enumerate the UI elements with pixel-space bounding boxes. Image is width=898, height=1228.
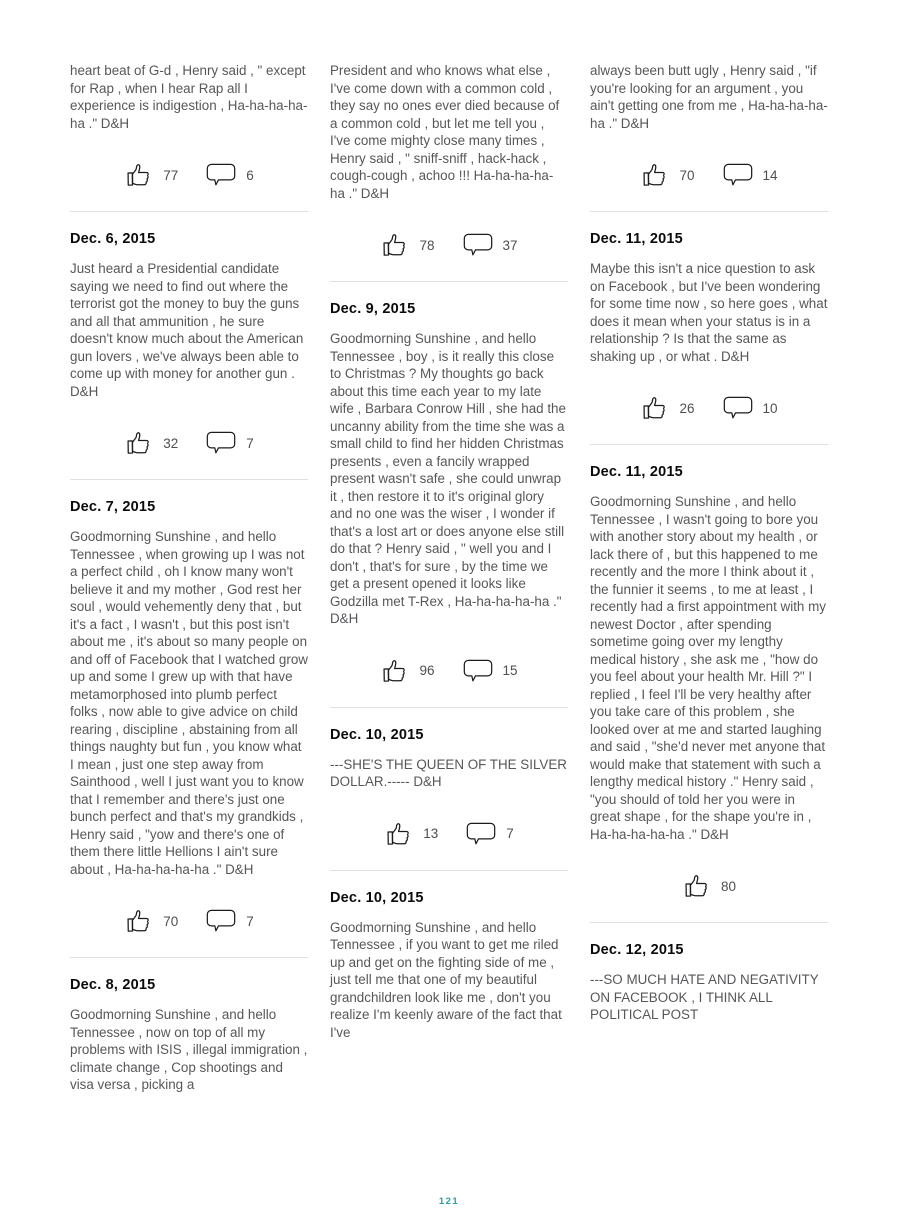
post-divider — [330, 870, 568, 871]
thumbs-up-icon — [124, 160, 153, 190]
post-reactions — [70, 160, 308, 190]
comment-bubble-icon — [206, 163, 236, 187]
like-count: 26 — [679, 400, 695, 416]
like-count: 70 — [679, 167, 695, 183]
comment-count-group — [206, 163, 254, 187]
post-text: President and who knows what else , I've come down with a common cold , they say no ones ever died because of a common cold , but let me tell you , I've come mighty close many times , Henry said , " sniff-sniff , hack-hack , cough-cough , achoo !!! Ha-ha-ha-ha-ha ." D&H — [330, 63, 560, 201]
post-divider — [330, 281, 568, 282]
post-divider — [330, 707, 568, 708]
post-date: Dec. 10, 2015 — [330, 889, 424, 906]
comment-count: 37 — [502, 237, 518, 253]
post — [590, 444, 828, 901]
thumbs-up-icon — [124, 428, 153, 458]
post — [330, 707, 568, 849]
post-date: Dec. 8, 2015 — [70, 977, 156, 993]
post-text: ---SO MUCH HATE AND NEGATIVITY ON FACEBOOK , I THINK ALL POLITICAL POST — [590, 972, 819, 1022]
post — [330, 281, 568, 686]
comment-count-group — [723, 163, 778, 187]
post-reactions — [70, 906, 308, 936]
like-count-group — [380, 656, 434, 686]
comment-count-group — [463, 659, 518, 683]
like-count: 78 — [419, 237, 435, 253]
comment-count-group — [206, 909, 254, 933]
comment-bubble-icon — [723, 396, 753, 420]
thumbs-up-icon — [682, 871, 711, 901]
like-count: 96 — [419, 663, 435, 678]
comment-bubble-icon — [466, 822, 496, 846]
like-count-group — [384, 819, 438, 849]
post-reactions — [70, 428, 308, 458]
comment-count-group — [466, 822, 514, 846]
like-count-group — [124, 428, 178, 458]
post — [330, 62, 568, 260]
comment-count-group — [206, 431, 254, 455]
post-text: ---SHE'S THE QUEEN OF THE SILVER DOLLAR.----- D&H — [330, 756, 567, 789]
column-1 — [70, 60, 308, 1094]
comment-count: 7 — [506, 826, 514, 841]
comment-count: 7 — [246, 435, 254, 451]
comment-bubble-icon — [723, 163, 753, 187]
post-divider — [70, 479, 308, 480]
like-count-group — [640, 160, 694, 190]
comment-count: 6 — [246, 167, 254, 183]
thumbs-up-icon — [640, 393, 669, 423]
thumbs-up-icon — [640, 160, 669, 190]
like-count-group — [640, 393, 694, 423]
post-text: always been butt ugly , Henry said , "if you're looking for an argument , you ain't getting one from me , Ha-ha-ha-ha-ha ." D&H — [590, 63, 828, 131]
post-text: Goodmorning Sunshine , and hello Tennessee , I wasn't going to bore you with another story about my health , or lack there of , but this happened to me recently and the more I think about it , the funnier it seems , to me at least , I recently had a first appointment with my newest Doctor , after spending sometime going over my lengthy medical history , she ask me , "how do you feel about your health Mr. Hill ?" I replied , I feel I'll be very healthy after you take care of this problem , she looked over at me and started laughing and said , "she'd never met anyone that would make that statement with such a lengthy medical history ." Henry said , "you should of told her you were in great shape , for the shape you're in , Ha-ha-ha-ha-ha ." D&H — [590, 494, 826, 842]
thumbs-up-icon — [380, 656, 409, 686]
post — [590, 62, 828, 190]
thumbs-up-icon — [124, 906, 153, 936]
post-date: Dec. 7, 2015 — [70, 499, 156, 515]
comment-count: 15 — [502, 663, 518, 678]
comment-count-group — [463, 233, 518, 257]
like-count: 70 — [163, 913, 179, 929]
post-divider — [70, 211, 308, 212]
post-reactions — [590, 393, 828, 423]
post-divider — [70, 957, 308, 958]
post-date: Dec. 9, 2015 — [330, 301, 416, 317]
comment-count-group — [723, 396, 778, 420]
like-count-group — [682, 871, 736, 901]
thumbs-up-icon — [380, 230, 409, 260]
post-text: Just heard a Presidential candidate saying we need to find out where the terrorist got the money to buy the guns and all that ammunition , he sure doesn't know much about the American gun lovers , we've always been able to come up with money for another gun . D&H — [70, 261, 304, 399]
post-text: Goodmorning Sunshine , and hello Tennessee , when growing up I was not a perfect child , oh I know many won't believe it and my mother , God rest her soul , would vehemently deny that , but it's a fact , I wasn't , but this post isn't about me , it's about so many people on and off of Facebook that I watched grow up and some I grew up with that have metamorphosed into plumb perfect folks , now able to give advice on child rearing , discipline , abstaining from all things naughty but fun , you know what I mean , just one step away from Sainthood , well I just want you to know that I remember and there's just one bunch perfect and that's my grandkids , Henry said , "yow and there's one of them there little Hellions I ain't sure about , Ha-ha-ha-ha-ha ." D&H — [70, 529, 308, 877]
post-reactions — [330, 819, 568, 849]
like-count-group — [124, 160, 178, 190]
comment-count: 7 — [246, 913, 254, 929]
post-divider — [590, 211, 828, 212]
post-text: Maybe this isn't a nice question to ask on Facebook , but I've been wondering for some time now , so here goes , what does it mean when your status is in a relationship ? Is that the same as shaking up , or what . D&H — [590, 261, 828, 364]
like-count-group — [124, 906, 178, 936]
like-count: 77 — [163, 167, 179, 183]
post-date: Dec. 12, 2015 — [590, 942, 684, 958]
post-text: Goodmorning Sunshine , and hello Tennessee , now on top of all my problems with ISIS , illegal immigration , climate change , Cop shootings and visa versa , picking a — [70, 1007, 308, 1092]
thumbs-up-icon — [384, 819, 413, 849]
post-date: Dec. 10, 2015 — [330, 726, 424, 743]
text-columns — [70, 60, 828, 1094]
post-text: Goodmorning Sunshine , and hello Tennessee , if you want to get me riled up and get on the fighting side of me , just tell me that one of my beautiful grandchildren look like me , don't you realize I'm keenly aware of the fact that I've — [330, 919, 562, 1040]
comment-bubble-icon — [463, 233, 493, 257]
post — [70, 62, 308, 190]
like-count: 32 — [163, 435, 179, 451]
post — [590, 922, 828, 1024]
post-text: Goodmorning Sunshine , and hello Tennessee , boy , is it really this close to Christmas ? My thoughts go back about this time each year to my late wife , Barbara Conrow Hill , she had the uncanny ability from the time she was a small child to find her hidden Christmas presents , even a fancily wrapped present wasn't safe , she could unwrap it , then restore it to it's original glory and no one was the wiser , I wonder if that's a lost art or does anyone else still do that ? Henry said , " well you and I don't , that's for sure , by the time we get a present opened it looks like Godzilla met T-Rex , Ha-ha-ha-ha-ha ." D&H — [330, 331, 566, 626]
post-text: heart beat of G-d , Henry said , " except for Rap , when I hear Rap all I experience is indigestion , Ha-ha-ha-ha-ha ." D&H — [70, 63, 308, 131]
page-number: 121 — [438, 1196, 460, 1207]
comment-count: 14 — [762, 167, 778, 183]
post-divider — [590, 922, 828, 923]
post-reactions — [330, 230, 568, 260]
comment-count: 10 — [762, 400, 778, 416]
like-count: 13 — [423, 826, 439, 841]
post-date: Dec. 11, 2015 — [590, 464, 683, 480]
comment-bubble-icon — [206, 431, 236, 455]
post-divider — [590, 444, 828, 445]
column-3 — [590, 60, 828, 1094]
post-date: Dec. 6, 2015 — [70, 231, 156, 247]
comment-bubble-icon — [463, 659, 493, 683]
post — [590, 211, 828, 423]
post-reactions — [590, 871, 828, 901]
like-count: 80 — [720, 878, 737, 894]
post-reactions — [590, 160, 828, 190]
comment-bubble-icon — [206, 909, 236, 933]
post — [70, 479, 308, 936]
post-date: Dec. 11, 2015 — [590, 231, 683, 247]
post-reactions — [330, 656, 568, 686]
column-2 — [330, 60, 568, 1094]
post — [70, 211, 308, 458]
like-count-group — [380, 230, 434, 260]
post — [70, 957, 308, 1094]
post — [330, 870, 568, 1042]
